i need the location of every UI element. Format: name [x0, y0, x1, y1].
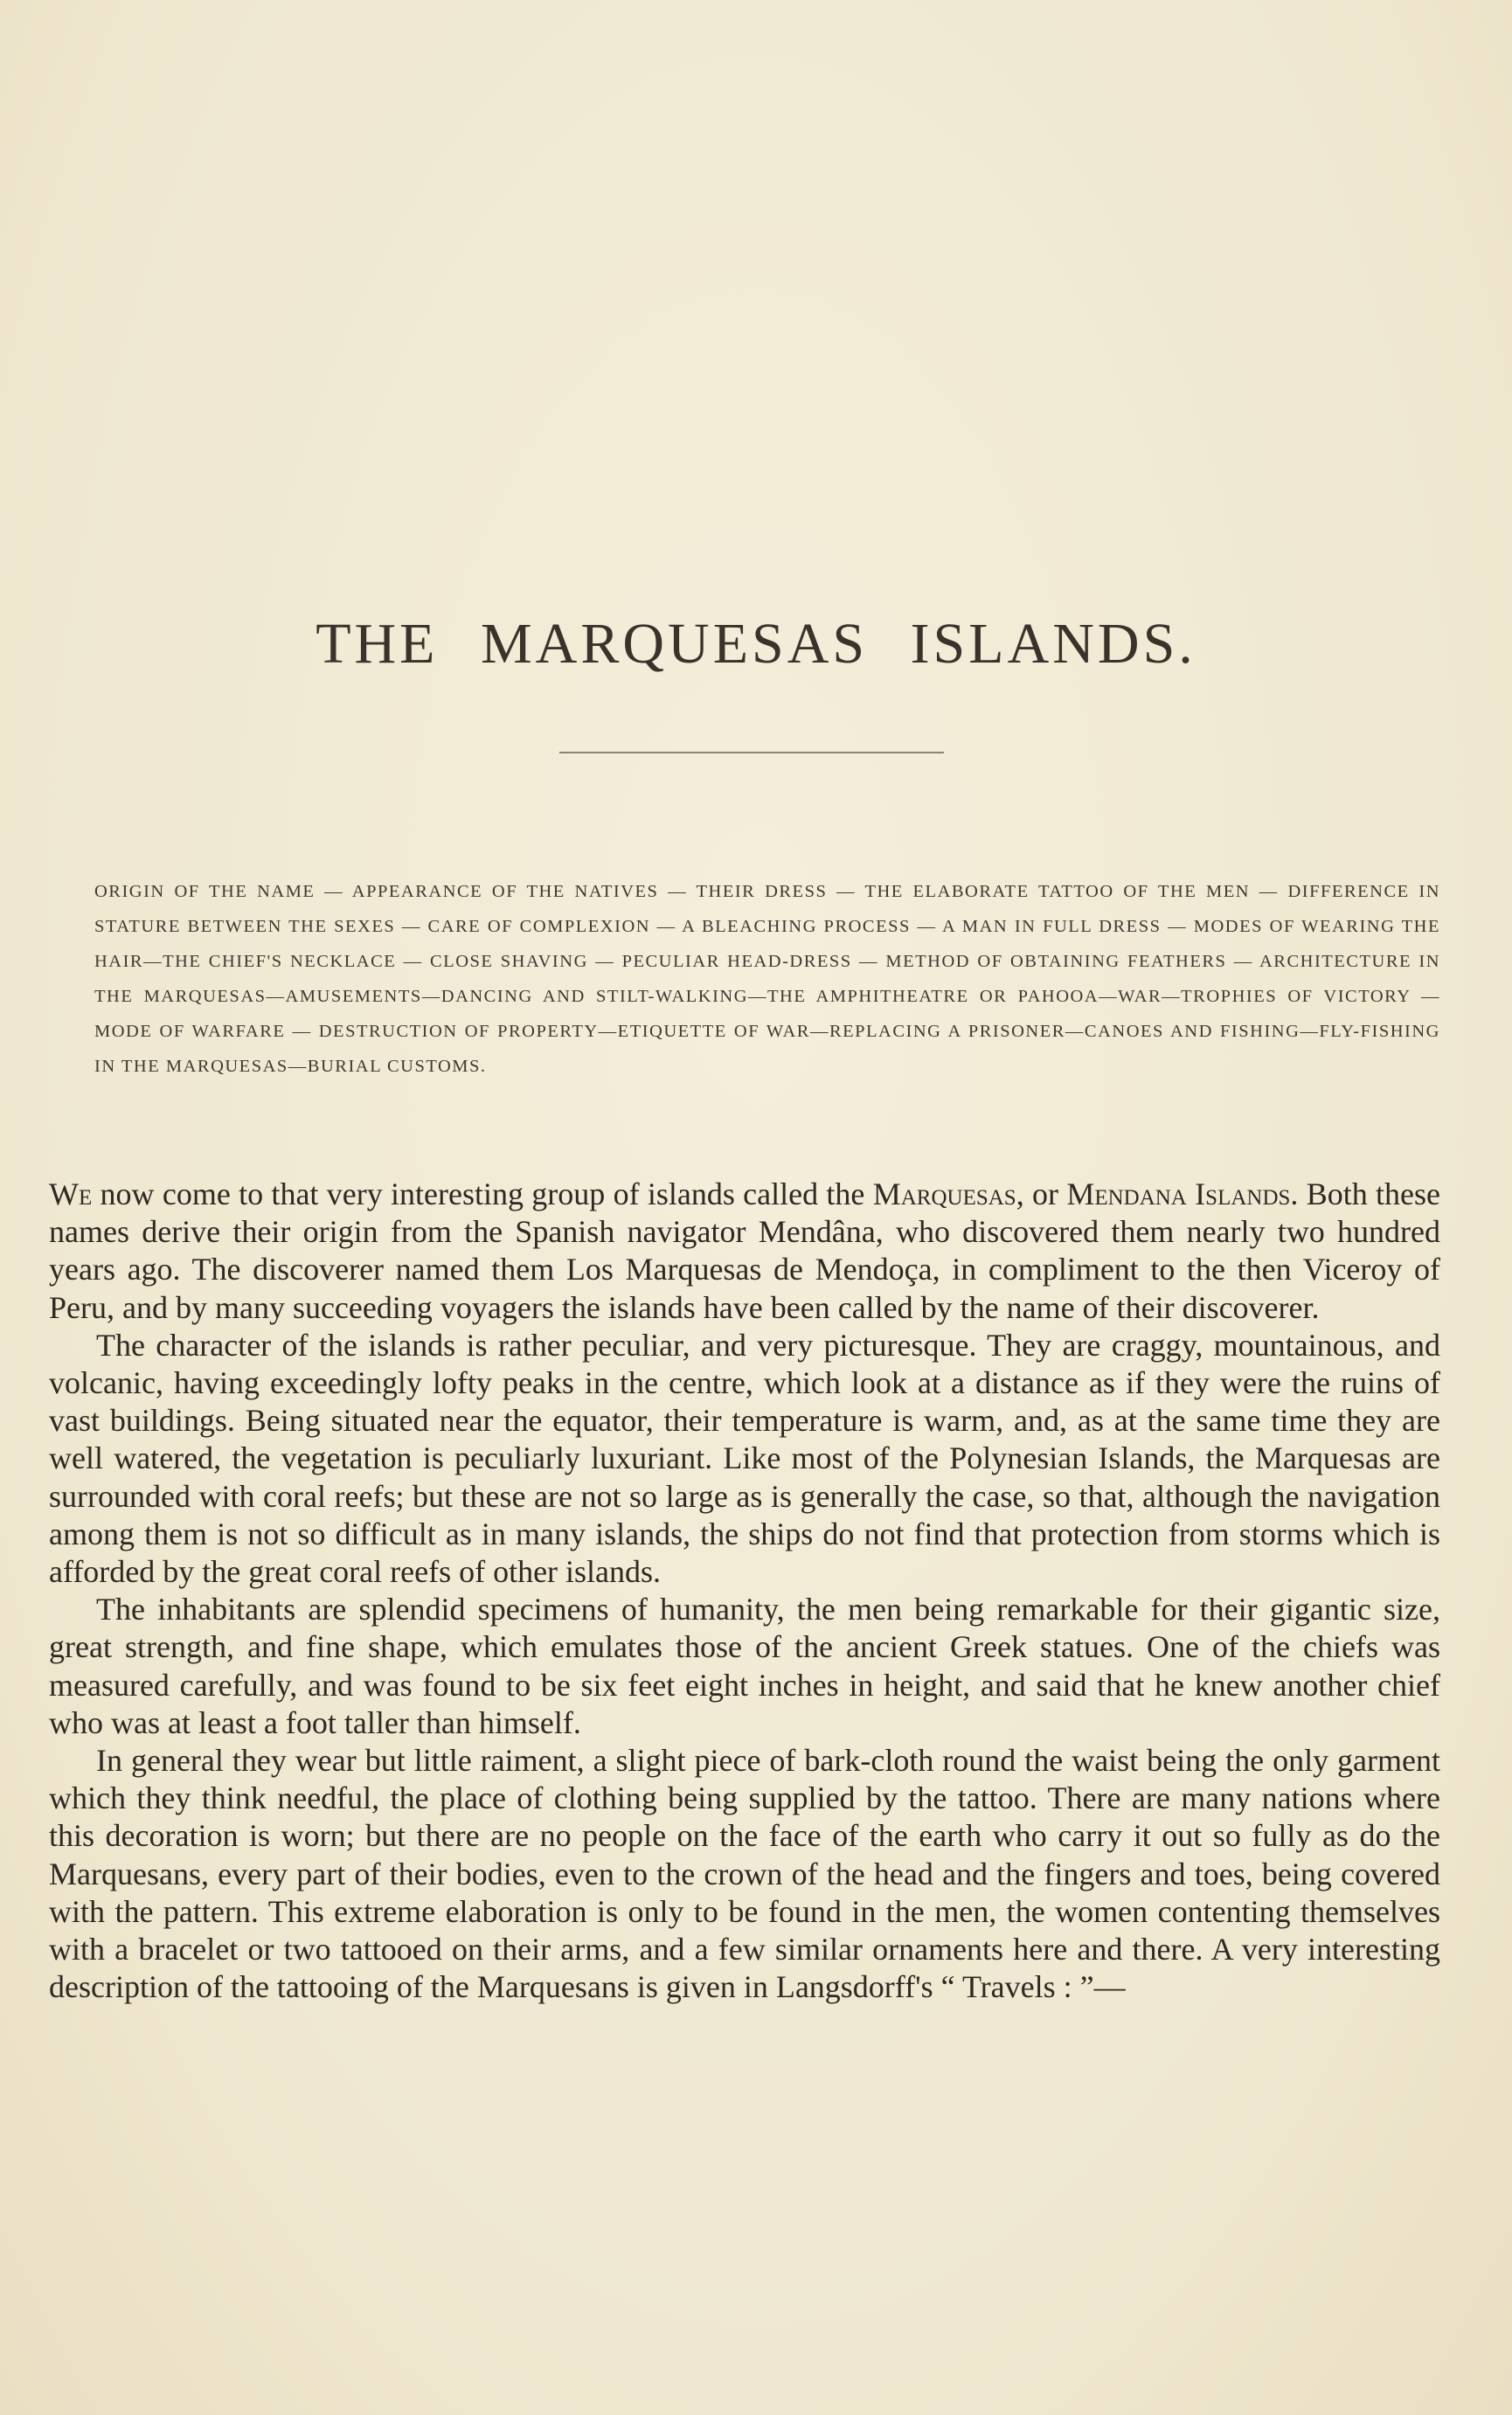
paragraph-3: The inhabitants are splendid specimens of humanity, the men being remarkable for their gigantic size, great strength, and fine shape, which emulates those of the ancient Greek statues. One of the chiefs was measured carefully, and was found to be six feet eight inches in height, and said that he knew another chief who was at least a foot taller than himself. — [49, 1592, 1440, 1740]
paragraph-1-text-a: now come to that very interesting group of islands called the — [92, 1176, 873, 1211]
chapter-title: THE MARQUESAS ISLANDS. — [316, 612, 1196, 677]
place-name-mendana: Mendana Islands — [1066, 1176, 1291, 1211]
paragraph-1-text-b: , or — [1016, 1176, 1067, 1211]
place-name-marquesas: Marquesas — [872, 1176, 1016, 1211]
paragraph-1-text-c: . Both these names derive their origin from the Spanish navigator Mendâna, who discovered them nearly two hundred years ago. The discoverer named them Los Marquesas de Mendoça, in compliment to the then Viceroy of Peru, and by many succeeding voyagers the islands have been called by the name of their discoverer. — [49, 1176, 1441, 1325]
chapter-body — [49, 1176, 1440, 2006]
title-divider — [559, 752, 944, 753]
paragraph-2: The character of the islands is rather peculiar, and very picturesque. They are craggy, mountainous, and volcanic, having exceedingly lofty peaks in the centre, which look at a distance as if they were the ruins of vast buildings. Being situated near the equator, their temperature is warm, and, as at the same time they are well watered, the vegetation is peculiarly luxuriant. Like most of the Polynesian Islands, the Marquesas are surrounded with coral reefs; but these are not so large as is generally the case, so that, although the navigation among them is not so difficult as in many islands, the ships do not find that protection from storms which is afforded by the great coral reefs of other islands. — [49, 1327, 1440, 1590]
paragraph-1 — [49, 1176, 1440, 1327]
paragraph-4: In general they wear but little raiment, a slight piece of bark-cloth round the waist being the only garment which they think needful, the place of clothing being supplied by the tattoo. There are many nations where this decoration is worn; but there are no people on the face of the earth who carry it out so fully as do the Marquesans, every part of their bodies, even to the crown of the head and the fingers and toes, being covered with the pattern. This extreme elaboration is only to be found in the men, the women contenting themselves with a bracelet or two tattooed on their arms, and a few similar ornaments here and there. A very interesting description of the tattooing of the Marquesans is given in Langsdorff's “ Travels : ”— — [49, 1743, 1440, 2005]
chapter-synopsis: ORIGIN OF THE NAME — APPEARANCE OF THE NATIVES — THEIR DRESS — THE ELABORATE TATTOO OF THE MEN — DIFFERENCE IN STATURE BETWEEN THE SEXES — CARE OF COMPLEXION — A BLEACHING PROCESS — A MAN IN FULL DRESS — MODES OF WEARING THE HAIR—THE CHIEF'S NECKLACE — CLOSE SHAVING — PECULIAR HEAD-DRESS — METHOD OF OBTAINING FEATHERS — ARCHITECTURE IN THE MARQUESAS—AMUSEMENTS—DANCING AND STILT-WALKING—THE AMPHITHEATRE OR PAHOOA—WAR—TROPHIES OF VICTORY — MODE OF WARFARE — DESTRUCTION OF PROPERTY—ETIQUETTE OF WAR—REPLACING A PRISONER—CANOES AND FISHING—FLY-FISHING IN THE MARQUESAS—BURIAL CUSTOMS. — [94, 882, 1440, 1076]
paragraph-lead-word: We — [49, 1176, 93, 1211]
